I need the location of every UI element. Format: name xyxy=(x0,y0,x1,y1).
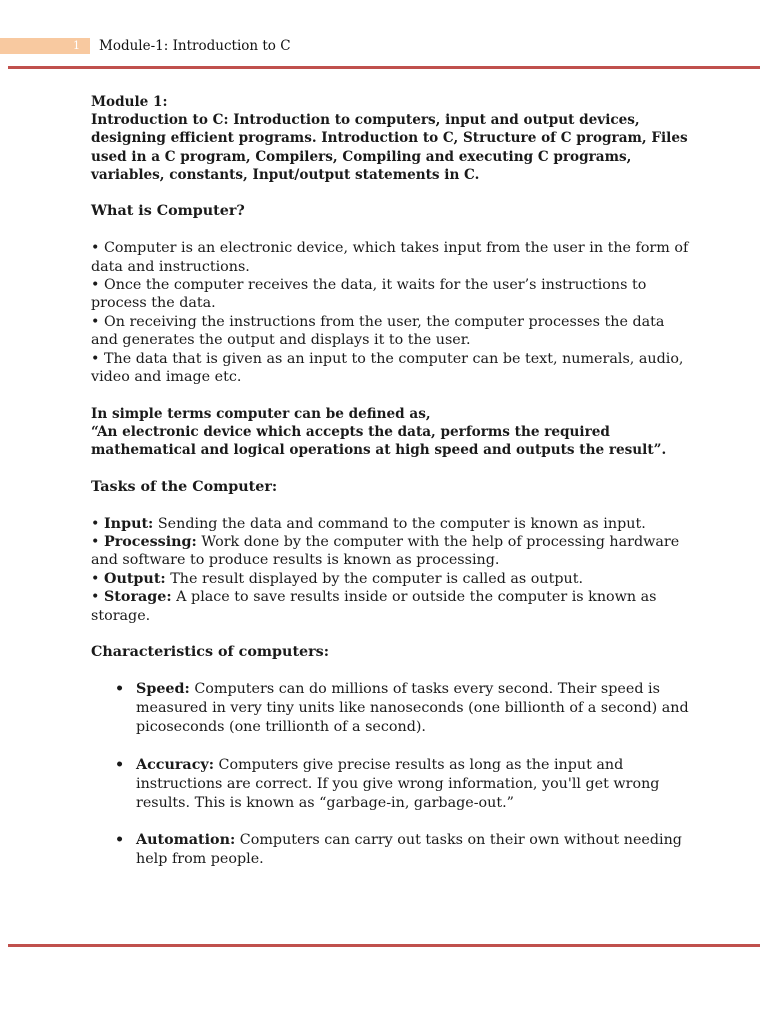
characteristic-term: Accuracy: xyxy=(136,756,214,773)
footer-rule xyxy=(8,944,760,947)
list-item: • Computer is an electronic device, which takes input from the user in the form of data and instructions. xyxy=(91,240,689,275)
task-term: Output: xyxy=(103,570,166,587)
page-header xyxy=(0,36,768,56)
what-is-computer-points xyxy=(91,239,691,386)
list-item: • Storage: A place to save results inside or outside the computer is known as storage. xyxy=(91,589,657,624)
module-summary xyxy=(91,93,691,184)
module-heading: Module 1: xyxy=(91,94,168,110)
header-title: Module-1: Introduction to C xyxy=(99,38,291,54)
task-term: Processing: xyxy=(103,534,197,551)
task-term: Storage: xyxy=(103,589,172,606)
bullet-icon: • xyxy=(115,832,125,849)
list-item: • On receiving the instructions from the user, the computer processes the data and generates the output and displays it to the user. xyxy=(91,313,665,349)
tasks-heading: Tasks of the Computer: xyxy=(91,478,278,495)
document-body xyxy=(91,93,691,887)
definition-quote: “An electronic device which accepts the data, performs the required mathematical and logical operations at high speed and outputs the result”. xyxy=(91,424,667,459)
list-item: • Accuracy: Computers give precise results as long as the input and instructions are correct. If you give wrong information, you'll get wrong results. This is known as “garbage-in, garbage-out.” xyxy=(115,756,660,811)
characteristic-term: Speed: xyxy=(136,681,190,698)
page-number: 1 xyxy=(0,38,90,54)
list-item: • Processing: Work done by the computer with the help of processing hardware and software to produce results is known as processing. xyxy=(91,534,680,569)
definition-block xyxy=(91,405,691,460)
list-item: • Output: The result displayed by the computer is called as output. xyxy=(91,570,584,587)
bullet-icon: • xyxy=(115,681,125,698)
list-item: • Automation: Computers can carry out tasks on their own without needing help from people. xyxy=(115,832,682,868)
characteristics-heading: Characteristics of computers: xyxy=(91,644,329,661)
list-item: • Input: Sending the data and command to the computer is known as input. xyxy=(91,515,646,532)
module-summary-text: Introduction to C: Introduction to computers, input and output devices, designing efficient programs. Introduction to C, Structure of C program, Files used in a C program, Compilers, Compiling and executing C programs, variables, constants, Input/output statements in C. xyxy=(91,112,688,183)
tasks-list xyxy=(91,515,691,625)
what-is-computer-heading: What is Computer? xyxy=(91,203,245,220)
list-item: • Once the computer receives the data, it waits for the user’s instructions to process the data. xyxy=(91,277,647,312)
list-item: • The data that is given as an input to the computer can be text, numerals, audio, video and image etc. xyxy=(91,350,684,386)
definition-intro: In simple terms computer can be defined as, xyxy=(91,405,431,422)
header-rule xyxy=(8,66,760,69)
list-item: • Speed: Computers can do millions of tasks every second. Their speed is measured in very tiny units like nanoseconds (one billionth of a second) and picoseconds (one trillionth of a second). xyxy=(115,681,689,736)
task-term: Input: xyxy=(103,515,154,532)
characteristics-list xyxy=(91,680,691,869)
bullet-icon: • xyxy=(115,756,125,773)
characteristic-term: Automation: xyxy=(136,832,236,849)
